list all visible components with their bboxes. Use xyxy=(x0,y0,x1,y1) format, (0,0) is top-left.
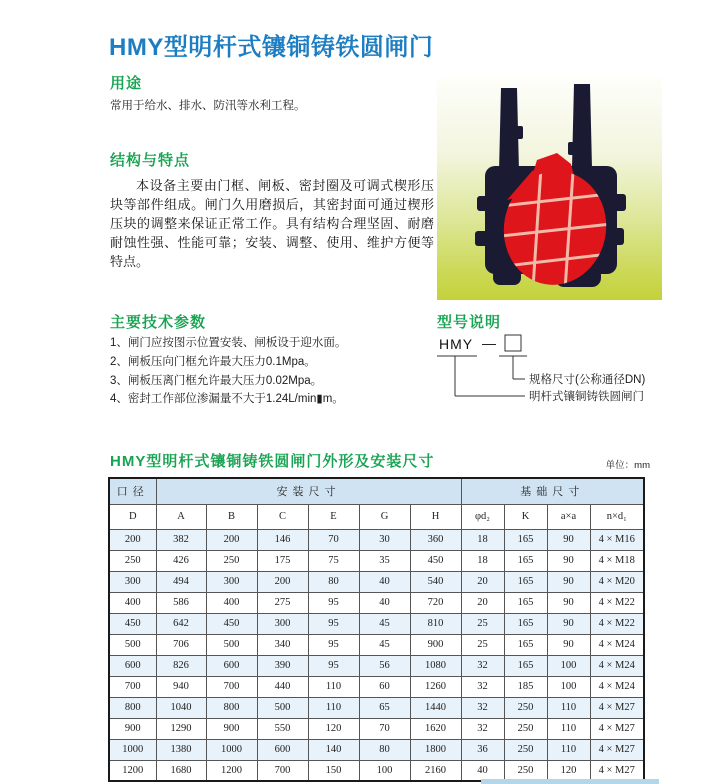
table-cell: 340 xyxy=(257,634,308,655)
table-cell: 90 xyxy=(547,550,590,571)
table-cell: 120 xyxy=(308,718,359,739)
table-cell: 250 xyxy=(504,739,547,760)
table-cell: 250 xyxy=(504,718,547,739)
table-cell: 810 xyxy=(410,613,461,634)
table-cell: 120 xyxy=(547,760,590,781)
table-cell: 165 xyxy=(504,571,547,592)
table-cell: 540 xyxy=(410,571,461,592)
table-cell: 200 xyxy=(206,529,257,550)
table-cell: 20 xyxy=(461,571,504,592)
group-header-install: 安装尺寸 xyxy=(156,478,461,504)
col-G: G xyxy=(359,504,410,529)
table-cell: 1680 xyxy=(156,760,206,781)
table-cell: 200 xyxy=(109,529,156,550)
table-cell: 150 xyxy=(308,760,359,781)
table-cell: 175 xyxy=(257,550,308,571)
table-cell: 1800 xyxy=(410,739,461,760)
col-D: D xyxy=(109,504,156,529)
table-cell: 110 xyxy=(547,718,590,739)
table-row xyxy=(109,634,644,655)
col-nxd1: n×d₁ xyxy=(590,504,644,529)
col-K: K xyxy=(504,504,547,529)
table-cell: 360 xyxy=(410,529,461,550)
table-row xyxy=(109,529,644,550)
table-cell: 900 xyxy=(206,718,257,739)
table-cell: 56 xyxy=(359,655,410,676)
table-cell: 90 xyxy=(547,634,590,655)
usage-heading: 用途 xyxy=(110,75,143,92)
table-cell: 80 xyxy=(359,739,410,760)
table-cell: 426 xyxy=(156,550,206,571)
table-cell: 95 xyxy=(308,592,359,613)
table-cell: 1000 xyxy=(206,739,257,760)
table-cell: 4 × M27 xyxy=(590,739,644,760)
col-C: C xyxy=(257,504,308,529)
table-cell: 110 xyxy=(547,697,590,718)
table-cell: 65 xyxy=(359,697,410,718)
table-cell: 90 xyxy=(547,529,590,550)
model-code: HMY xyxy=(439,336,474,352)
table-cell: 165 xyxy=(504,613,547,634)
table-cell: 4 × M24 xyxy=(590,634,644,655)
table-cell: 95 xyxy=(308,634,359,655)
table-cell: 4 × M22 xyxy=(590,592,644,613)
group-header-diameter: 口径 xyxy=(109,478,156,504)
table-cell: 4 × M18 xyxy=(590,550,644,571)
table-cell: 165 xyxy=(504,592,547,613)
table-cell: 2160 xyxy=(410,760,461,781)
table-cell: 600 xyxy=(109,655,156,676)
table-cell: 300 xyxy=(257,613,308,634)
table-cell: 1440 xyxy=(410,697,461,718)
table-cell: 25 xyxy=(461,613,504,634)
table-cell: 140 xyxy=(308,739,359,760)
table-cell: 40 xyxy=(359,571,410,592)
table-cell: 185 xyxy=(504,676,547,697)
table-cell: 90 xyxy=(547,592,590,613)
table-cell: 550 xyxy=(257,718,308,739)
table-cell: 40 xyxy=(461,760,504,781)
table-row xyxy=(109,592,644,613)
table-cell: 250 xyxy=(504,697,547,718)
table-cell: 110 xyxy=(308,697,359,718)
table-cell: 36 xyxy=(461,739,504,760)
table-cell: 586 xyxy=(156,592,206,613)
parameter-item: 2、闸板压向门框允许最大压力0.1Mpa。 xyxy=(110,355,316,368)
table-row xyxy=(109,655,644,676)
table-cell: 800 xyxy=(206,697,257,718)
table-cell: 25 xyxy=(461,634,504,655)
table-cell: 440 xyxy=(257,676,308,697)
table-cell: 642 xyxy=(156,613,206,634)
table-cell: 32 xyxy=(461,697,504,718)
col-H: H xyxy=(410,504,461,529)
table-cell: 110 xyxy=(308,676,359,697)
table-cell: 600 xyxy=(257,739,308,760)
table-cell: 165 xyxy=(504,550,547,571)
table-cell: 390 xyxy=(257,655,308,676)
table-cell: 500 xyxy=(109,634,156,655)
parameters-heading: 主要技术参数 xyxy=(110,314,207,331)
table-cell: 95 xyxy=(308,655,359,676)
table-cell: 450 xyxy=(410,550,461,571)
group-header-row xyxy=(109,478,644,504)
table-cell: 18 xyxy=(461,550,504,571)
table-cell: 500 xyxy=(257,697,308,718)
table-cell: 4 × M22 xyxy=(590,613,644,634)
parameters-list xyxy=(110,334,346,409)
table-cell: 75 xyxy=(308,550,359,571)
table-cell: 32 xyxy=(461,655,504,676)
model-heading: 型号说明 xyxy=(437,314,502,331)
table-cell: 4 × M27 xyxy=(590,697,644,718)
table-cell: 382 xyxy=(156,529,206,550)
table-cell: 95 xyxy=(308,613,359,634)
footer-accent-bar xyxy=(481,779,659,784)
col-phi-d2: φd₂ xyxy=(461,504,504,529)
table-cell: 494 xyxy=(156,571,206,592)
table-cell: 250 xyxy=(504,760,547,781)
table-cell: 1260 xyxy=(410,676,461,697)
table-row xyxy=(109,613,644,634)
table-cell: 700 xyxy=(109,676,156,697)
table-cell: 1290 xyxy=(156,718,206,739)
table-cell: 1200 xyxy=(109,760,156,781)
table-row xyxy=(109,760,644,781)
table-cell: 900 xyxy=(109,718,156,739)
table-cell: 700 xyxy=(206,676,257,697)
table-cell: 165 xyxy=(504,634,547,655)
table-cell: 700 xyxy=(257,760,308,781)
col-axa: a×a xyxy=(547,504,590,529)
table-cell: 100 xyxy=(547,655,590,676)
table-cell: 1080 xyxy=(410,655,461,676)
structure-heading: 结构与特点 xyxy=(110,152,191,169)
table-cell: 4 × M27 xyxy=(590,718,644,739)
group-header-foundation: 基础尺寸 xyxy=(461,478,644,504)
table-cell: 4 × M24 xyxy=(590,676,644,697)
table-cell: 800 xyxy=(109,697,156,718)
usage-body: 常用于给水、排水、防汛等水利工程。 xyxy=(110,100,306,112)
table-cell: 30 xyxy=(359,529,410,550)
table-cell: 4 × M16 xyxy=(590,529,644,550)
table-cell: 1000 xyxy=(109,739,156,760)
parameter-item: 1、闸门应按图示位置安装、闸板设于迎水面。 xyxy=(110,337,347,349)
table-row xyxy=(109,676,644,697)
table-cell: 450 xyxy=(109,613,156,634)
table-cell: 32 xyxy=(461,676,504,697)
table-cell: 900 xyxy=(410,634,461,655)
table-cell: 275 xyxy=(257,592,308,613)
table-cell: 70 xyxy=(359,718,410,739)
table-body xyxy=(109,529,644,781)
table-cell: 70 xyxy=(308,529,359,550)
unit-label: 单位：mm xyxy=(605,460,650,471)
gate-valve-illustration xyxy=(437,76,662,300)
table-cell: 500 xyxy=(206,634,257,655)
table-cell: 450 xyxy=(206,613,257,634)
table-cell: 706 xyxy=(156,634,206,655)
table-cell: 90 xyxy=(547,571,590,592)
table-row xyxy=(109,739,644,760)
table-cell: 4 × M24 xyxy=(590,655,644,676)
table-cell: 110 xyxy=(547,739,590,760)
table-cell: 1620 xyxy=(410,718,461,739)
table-cell: 940 xyxy=(156,676,206,697)
table-cell: 90 xyxy=(547,613,590,634)
model-code-diagram xyxy=(437,330,682,412)
table-cell: 4 × M27 xyxy=(590,760,644,781)
table-cell: 165 xyxy=(504,655,547,676)
table-cell: 400 xyxy=(109,592,156,613)
product-photo xyxy=(437,76,662,300)
table-cell: 165 xyxy=(504,529,547,550)
table-cell: 1380 xyxy=(156,739,206,760)
table-cell: 146 xyxy=(257,529,308,550)
parameter-item: 3、闸板压离门框允许最大压力0.02Mpa。 xyxy=(110,374,323,387)
table-cell: 250 xyxy=(109,550,156,571)
table-cell: 32 xyxy=(461,718,504,739)
table-cell: 826 xyxy=(156,655,206,676)
table-row xyxy=(109,571,644,592)
model-dash: — xyxy=(482,335,497,351)
table-cell: 80 xyxy=(308,571,359,592)
table-cell: 300 xyxy=(109,571,156,592)
table-cell: 18 xyxy=(461,529,504,550)
table-cell: 35 xyxy=(359,550,410,571)
table-cell: 250 xyxy=(206,550,257,571)
table-cell: 60 xyxy=(359,676,410,697)
table-cell: 4 × M20 xyxy=(590,571,644,592)
col-E: E xyxy=(308,504,359,529)
dimensions-table xyxy=(108,477,645,782)
table-row xyxy=(109,550,644,571)
table-cell: 40 xyxy=(359,592,410,613)
table-cell: 45 xyxy=(359,613,410,634)
table-cell: 20 xyxy=(461,592,504,613)
model-size-box xyxy=(505,335,521,351)
table-cell: 400 xyxy=(206,592,257,613)
model-name-label: 明杆式镶铜铸铁圆闸门 xyxy=(529,391,644,403)
table-cell: 1040 xyxy=(156,697,206,718)
table-cell: 100 xyxy=(547,676,590,697)
table-cell: 720 xyxy=(410,592,461,613)
model-spec-label: 规格尺寸(公称通径DN) xyxy=(529,374,646,386)
table-cell: 1200 xyxy=(206,760,257,781)
column-header-row xyxy=(109,504,644,529)
table-cell: 45 xyxy=(359,634,410,655)
table-title: HMY型明杆式镶铜铸铁圆闸门外形及安装尺寸 xyxy=(110,453,435,470)
page-title: HMY型明杆式镶铜铸铁圆闸门 xyxy=(109,34,434,61)
table-row xyxy=(109,697,644,718)
parameter-item: 4、密封工作部位渗漏量不大于1.24L/min▮m。 xyxy=(110,393,344,406)
table-cell: 100 xyxy=(359,760,410,781)
structure-body: 本设备主要由门框、闸板、密封圈及可调式楔形压块等部件组成。闸门久用磨损后，其密封面可通过楔形压块的调整来保证正常工作。具有结构合理坚固、耐磨耐蚀性强、性能可靠；安装、调整、使用、维护方便等特点。 xyxy=(110,178,434,269)
col-B: B xyxy=(206,504,257,529)
table-row xyxy=(109,718,644,739)
table-cell: 200 xyxy=(257,571,308,592)
table-cell: 300 xyxy=(206,571,257,592)
col-A: A xyxy=(156,504,206,529)
table-cell: 600 xyxy=(206,655,257,676)
